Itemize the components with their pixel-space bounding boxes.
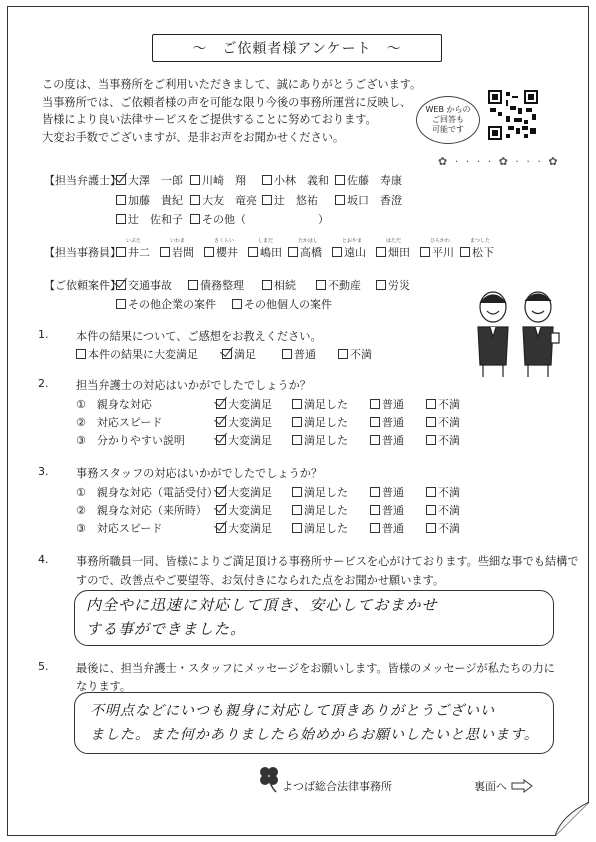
q2-row-label: ① 親身な対応 [76, 398, 152, 411]
q4-number: 4. [38, 553, 49, 566]
checkbox[interactable] [426, 505, 436, 515]
checkbox[interactable] [292, 417, 302, 427]
staff-label: 【担当事務員】 [44, 246, 121, 259]
checkbox[interactable] [292, 399, 302, 409]
back-page-link[interactable]: 裏面へ [474, 778, 533, 794]
lawyer-option[interactable]: 加藤 貴紀 [116, 192, 183, 208]
choice-label: 不満 [438, 504, 460, 517]
q4-handwritten-line2: する事ができました。 [86, 620, 247, 638]
q1-option[interactable]: 不満 [338, 346, 372, 362]
checkbox-checked[interactable] [222, 349, 232, 359]
case-option[interactable]: その他企業の案件 [116, 296, 216, 312]
intro-text [42, 76, 422, 146]
lawyer-option[interactable]: 坂口 香澄 [335, 192, 402, 208]
checkbox[interactable] [370, 505, 380, 515]
q5-text-line2: なります。 [76, 680, 132, 693]
q3-choice[interactable] [426, 502, 460, 518]
staff-ruby: とおやま [342, 238, 363, 244]
staff-option[interactable] [332, 238, 366, 260]
choice-label: 不満 [438, 398, 460, 411]
q2-row-label: ② 対応スピード [76, 416, 163, 429]
case-option[interactable]: 相続 [262, 277, 296, 293]
staff-name: 嶋田 [260, 246, 282, 259]
lawyer-option[interactable]: 辻 悠祐 [262, 192, 318, 208]
survey-title: 〜 ご依頼者様アンケート 〜 [152, 34, 442, 62]
checkbox[interactable] [292, 487, 302, 497]
choice-label: 大変満足 [228, 504, 272, 517]
staff-ruby: たかはし [298, 238, 319, 244]
choice-label: 満足した [304, 522, 348, 535]
clover-decoration: ✿ · · · · ✿ · · · ✿ [438, 155, 560, 168]
checkbox[interactable] [376, 280, 386, 290]
checkbox[interactable] [292, 505, 302, 515]
staff-ruby: まつした [470, 238, 491, 244]
q5-number: 5. [38, 660, 49, 673]
q5-text-line1: 最後に、担当弁護士・スタッフにメッセージをお願いします。皆様のメッセージが私たちの力に [76, 662, 555, 675]
q2-choice[interactable] [216, 396, 272, 412]
lawyer-option[interactable]: 大澤 一郎 [116, 172, 183, 188]
lawyers-illustration [468, 285, 564, 381]
checkbox[interactable] [338, 349, 348, 359]
case-label: 【ご依頼案件】 [44, 279, 121, 292]
choice-label: 大変満足 [228, 398, 272, 411]
choice-label: 普通 [382, 434, 404, 447]
case-option[interactable]: 債務整理 [188, 277, 244, 293]
checkbox[interactable] [190, 214, 200, 224]
staff-option[interactable] [204, 238, 238, 260]
page-fold-corner [555, 802, 589, 836]
checkbox[interactable] [460, 247, 470, 257]
choice-label: 普通 [382, 416, 404, 429]
checkbox[interactable] [204, 247, 214, 257]
q3-row-label: ③ 対応スピード [76, 522, 163, 535]
lawyer-option[interactable]: 川崎 翔 [190, 172, 246, 188]
staff-ruby: はただ [386, 238, 402, 244]
checkbox[interactable] [426, 523, 436, 533]
q2-choice[interactable] [292, 414, 348, 430]
staff-name: 松下 [472, 246, 494, 259]
checkbox-checked[interactable] [216, 505, 226, 515]
checkbox-checked[interactable] [216, 399, 226, 409]
intro-line: 当事務所では、ご依頼者様の声を可能な限り今後の事務所運営に反映し、 [42, 95, 412, 109]
checkbox-checked[interactable] [116, 280, 126, 290]
checkbox[interactable] [370, 435, 380, 445]
q2-choice[interactable] [370, 396, 404, 412]
staff-option[interactable] [460, 238, 494, 260]
q3-choice[interactable] [216, 484, 272, 500]
checkbox[interactable] [292, 523, 302, 533]
q3-choice[interactable] [426, 484, 460, 500]
intro-line: 皆様により良い法律サービスをご提供することに努めております。 [42, 113, 377, 126]
q2-choice[interactable] [426, 432, 460, 448]
q1-number: 1. [38, 328, 49, 341]
checkbox[interactable] [116, 195, 126, 205]
choice-label: 普通 [382, 398, 404, 411]
choice-label: 満足した [304, 398, 348, 411]
checkbox-checked[interactable] [216, 523, 226, 533]
q3-choice[interactable] [216, 520, 272, 536]
staff-option[interactable] [420, 238, 454, 260]
choice-label: 大変満足 [228, 434, 272, 447]
q3-choice[interactable] [370, 520, 404, 536]
q1-option[interactable]: 本件の結果に大変満足 [76, 346, 198, 362]
q3-choice[interactable] [370, 502, 404, 518]
checkbox[interactable] [292, 435, 302, 445]
q2-choice[interactable] [426, 396, 460, 412]
choice-label: 不満 [438, 486, 460, 499]
checkbox[interactable] [376, 247, 386, 257]
staff-ruby: いわま [170, 238, 186, 244]
q4-handwritten-line1: 内全やに迅速に対応して頂き、安心しておまかせ [86, 596, 438, 614]
case-option[interactable]: 労災 [376, 277, 410, 293]
case-option[interactable]: その他個人の案件 [232, 296, 332, 312]
office-name: よつば総合法律事務所 [282, 780, 392, 793]
choice-label: 大変満足 [228, 486, 272, 499]
choice-label: 普通 [382, 522, 404, 535]
checkbox[interactable] [370, 417, 380, 427]
q3-choice[interactable] [292, 520, 348, 536]
choice-label: 満足した [304, 504, 348, 517]
q3-text: 事務スタッフの対応はいかがでしたでしょうか？ [76, 467, 323, 480]
q3-choice[interactable] [216, 502, 272, 518]
checkbox-checked[interactable] [116, 175, 126, 185]
checkbox-checked[interactable] [216, 435, 226, 445]
lawyer-option[interactable]: 大友 竜亮 [190, 192, 257, 208]
q3-row-label: ② 親身な対応（来所時） [76, 504, 207, 517]
q3-choice[interactable] [292, 484, 348, 500]
checkbox[interactable] [426, 417, 436, 427]
q2-text: 担当弁護士の対応はいかがでしたでしょうか？ [76, 379, 311, 392]
qr-code-icon[interactable] [488, 90, 538, 140]
checkbox[interactable] [420, 247, 430, 257]
staff-option[interactable] [248, 238, 282, 260]
checkbox[interactable] [335, 175, 345, 185]
lawyer-option[interactable]: 小林 義和 [262, 172, 329, 188]
web-answer-bubble: WEB からの ご回答も 可能です [416, 96, 480, 144]
checkbox[interactable] [190, 195, 200, 205]
staff-ruby: しまだ [258, 238, 274, 244]
checkbox[interactable] [316, 280, 326, 290]
checkbox[interactable] [332, 247, 342, 257]
q2-choice[interactable] [370, 432, 404, 448]
choice-label: 満足した [304, 486, 348, 499]
checkbox[interactable] [232, 299, 242, 309]
staff-option[interactable] [288, 238, 322, 260]
checkbox[interactable] [370, 523, 380, 533]
staff-name: 岩間 [172, 246, 194, 259]
staff-name: 畑田 [388, 246, 410, 259]
choice-label: 大変満足 [228, 522, 272, 535]
other-close-paren: ） [318, 213, 329, 226]
q2-choice[interactable] [426, 414, 460, 430]
q2-choice[interactable] [292, 432, 348, 448]
choice-label: 満足した [304, 416, 348, 429]
staff-option[interactable] [160, 238, 194, 260]
q3-row-label: ① 親身な対応（電話受付） [76, 486, 218, 499]
q2-choice[interactable] [216, 414, 272, 430]
checkbox[interactable] [335, 195, 345, 205]
choice-label: 普通 [382, 486, 404, 499]
checkbox[interactable] [370, 399, 380, 409]
checkbox[interactable] [262, 175, 272, 185]
q2-choice[interactable] [370, 414, 404, 430]
choice-label: 不満 [438, 416, 460, 429]
checkbox[interactable] [190, 175, 200, 185]
staff-name: 高橋 [300, 246, 322, 259]
staff-ruby: ひらかわ [430, 238, 451, 244]
checkbox[interactable] [282, 349, 292, 359]
choice-label: 満足した [304, 434, 348, 447]
q3-choice[interactable] [292, 502, 348, 518]
checkbox-checked[interactable] [216, 417, 226, 427]
checkbox-checked[interactable] [216, 487, 226, 497]
staff-ruby: いぶた [126, 238, 142, 244]
q2-row-label: ③ 分かりやすい説明 [76, 434, 185, 447]
checkbox[interactable] [188, 280, 198, 290]
checkbox[interactable] [160, 247, 170, 257]
q3-choice[interactable] [426, 520, 460, 536]
q3-choice[interactable] [370, 484, 404, 500]
checkbox[interactable] [288, 247, 298, 257]
staff-ruby: さくらい [214, 238, 235, 244]
q1-option[interactable]: 普通 [282, 346, 316, 362]
staff-option[interactable] [116, 238, 150, 260]
staff-option[interactable] [376, 238, 410, 260]
q3-number: 3. [38, 465, 49, 478]
staff-name: 遠山 [344, 246, 366, 259]
checkbox[interactable] [370, 487, 380, 497]
staff-name: 井二 [128, 246, 150, 259]
checkbox[interactable] [426, 487, 436, 497]
q1-text: 本件の結果について、ご感想をお教えください。 [76, 330, 322, 343]
staff-name: 櫻井 [216, 246, 238, 259]
checkbox[interactable] [426, 435, 436, 445]
q2-choice[interactable] [292, 396, 348, 412]
checkbox[interactable] [262, 280, 272, 290]
q1-option[interactable]: 満足 [222, 346, 256, 362]
q4-text-line1: 事務所職員一同、皆様によりご満足頂ける事務所サービスを心がけております。些細な事でも結構で [76, 555, 579, 568]
case-option[interactable]: 不動産 [316, 277, 361, 293]
checkbox[interactable] [426, 399, 436, 409]
checkbox[interactable] [116, 214, 126, 224]
choice-label: 不満 [438, 434, 460, 447]
choice-label: 大変満足 [228, 416, 272, 429]
checkbox[interactable] [76, 349, 86, 359]
case-option[interactable]: 交通事故 [116, 277, 172, 293]
choice-label: 普通 [382, 504, 404, 517]
checkbox[interactable] [116, 247, 126, 257]
clover-logo-icon [258, 765, 280, 793]
intro-line: 大変お手数でございますが、是非お声をお聞かせください。 [42, 130, 345, 144]
lawyer-option[interactable]: 佐藤 寿康 [335, 172, 402, 188]
q2-number: 2. [38, 377, 49, 390]
choice-label: 不満 [438, 522, 460, 535]
q5-handwritten-line2: ました。また何かありましたら始めからお願いしたいと思います。 [90, 727, 539, 743]
arrow-right-icon [511, 779, 533, 793]
checkbox[interactable] [116, 299, 126, 309]
checkbox[interactable] [248, 247, 258, 257]
lawyer-label: 【担当弁護士】 [44, 174, 121, 187]
staff-name: 平川 [432, 246, 454, 259]
q2-choice[interactable] [216, 432, 272, 448]
q4-text-line2: すので、改善点やご要望等、お気付きになられた点をお聞かせ願います。 [76, 574, 445, 587]
q5-handwritten-line1: 不明点などにいつも親身に対応して頂きありがとうございい [90, 703, 495, 719]
intro-line: この度は、当事務所をご利用いただきまして、誠にありがとうございます。 [42, 78, 422, 91]
lawyer-option[interactable]: 辻 佐和子 [116, 211, 183, 227]
lawyer-option-other[interactable]: その他（ [190, 211, 246, 227]
checkbox[interactable] [262, 195, 272, 205]
